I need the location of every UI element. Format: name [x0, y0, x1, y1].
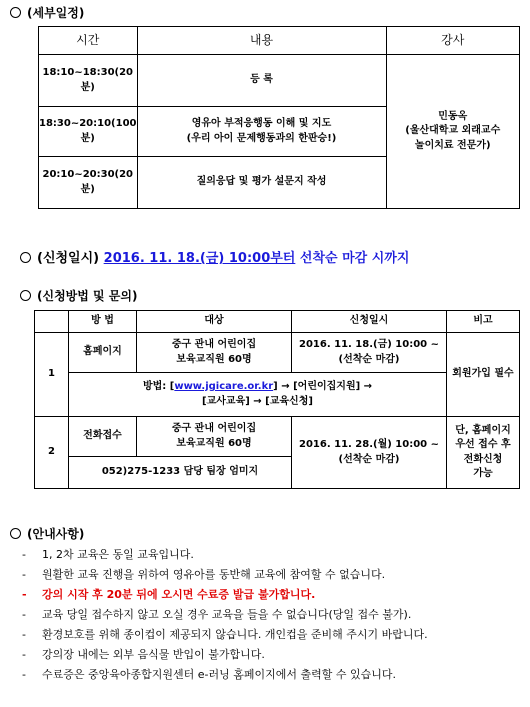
list-item: - 원활한 교육 진행을 위하여 영유아를 동반해 교육에 참여할 수 없습니다.	[22, 568, 386, 581]
application-date-suffix: 선착순 마감 시까지	[299, 251, 410, 266]
list-item: - 교육 당일 접수하지 않고 오실 경우 교육을 들을 수 없습니다(당일 접수 불가).	[22, 608, 412, 621]
application-date: 2016. 11. 18.(금) 10:00부터	[103, 251, 296, 266]
circle-bullet-icon	[20, 252, 31, 263]
datetime-cell: 2016. 11. 28.(월) 10:00 ~ (선착순 마감)	[292, 417, 447, 489]
homepage-link[interactable]: www.jgicare.or.kr	[174, 381, 274, 392]
header-content: 내용	[137, 27, 386, 55]
list-item: - 1, 2차 교육은 동일 교육입니다.	[22, 548, 194, 561]
list-item: - 환경보호를 위해 종이컵이 제공되지 않습니다. 개인컵을 준비해 주시기 바랍니다.	[22, 628, 428, 641]
schedule-table	[38, 26, 520, 209]
schedule-time: 20:10~20:30(20분)	[39, 157, 138, 209]
method-cell: 전화접수	[69, 417, 137, 457]
datetime-cell: 2016. 11. 18.(금) 10:00 ~ (선착순 마감)	[292, 333, 447, 373]
list-item-highlight: - 강의 시작 후 20분 뒤에 오시면 수료증 발급 불가합니다.	[22, 588, 316, 601]
header-target: 대상	[137, 311, 292, 333]
circle-bullet-icon	[10, 7, 21, 18]
schedule-section-title: (세부일정)	[10, 4, 84, 21]
header-lecturer: 강사	[386, 27, 520, 55]
row-number: 2	[35, 417, 69, 489]
notice-list	[22, 545, 522, 685]
target-cell: 중구 관내 어린이집 보육교직원 60명	[137, 417, 292, 457]
lecturer-cell: 민동옥 (울산대학교 외래교수 놀이치료 전문가)	[386, 55, 520, 209]
target-cell: 중구 관내 어린이집 보육교직원 60명	[137, 333, 292, 373]
circle-bullet-icon	[10, 528, 21, 539]
schedule-content: 질의응답 및 평가 설문지 작성	[137, 157, 386, 209]
header-time: 시간	[39, 27, 138, 55]
homepage-path: 방법: [www.jgicare.or.kr] → [어린이집지원] → [교사교육] → [교육신청]	[69, 373, 447, 417]
list-item: - 수료증은 중앙육아종합지원센터 e-러닝 홈페이지에서 출력할 수 있습니다.	[22, 668, 396, 681]
note-cell: 회원가입 필수	[447, 333, 520, 417]
application-method-title: (신청방법 및 문의)	[20, 287, 137, 304]
application-date-line: (신청일시) 2016. 11. 18.(금) 10:00부터 선착순 마감 시까지	[20, 247, 409, 266]
phone-contact: 052)275-1233 담당 팀장 엄미지	[69, 457, 292, 489]
circle-bullet-icon	[20, 290, 31, 301]
schedule-time: 18:30~20:10(100분)	[39, 107, 138, 157]
header-note: 비고	[447, 311, 520, 333]
notice-section-title: (안내사항)	[10, 525, 84, 542]
schedule-content: 영유아 부적응행동 이해 및 지도 (우리 아이 문제행동과의 한판승!)	[137, 107, 386, 157]
header-datetime: 신청일시	[292, 311, 447, 333]
schedule-time: 18:10~18:30(20분)	[39, 55, 138, 107]
method-cell: 홈페이지	[69, 333, 137, 373]
list-item: - 강의장 내에는 외부 음식물 반입이 불가합니다.	[22, 648, 265, 661]
header-method: 방 법	[69, 311, 137, 333]
row-number: 1	[35, 333, 69, 417]
note-cell: 단, 홈페이지 우선 접수 후 전화신청 가능	[447, 417, 520, 489]
application-table	[34, 310, 520, 489]
schedule-content: 등 록	[137, 55, 386, 107]
